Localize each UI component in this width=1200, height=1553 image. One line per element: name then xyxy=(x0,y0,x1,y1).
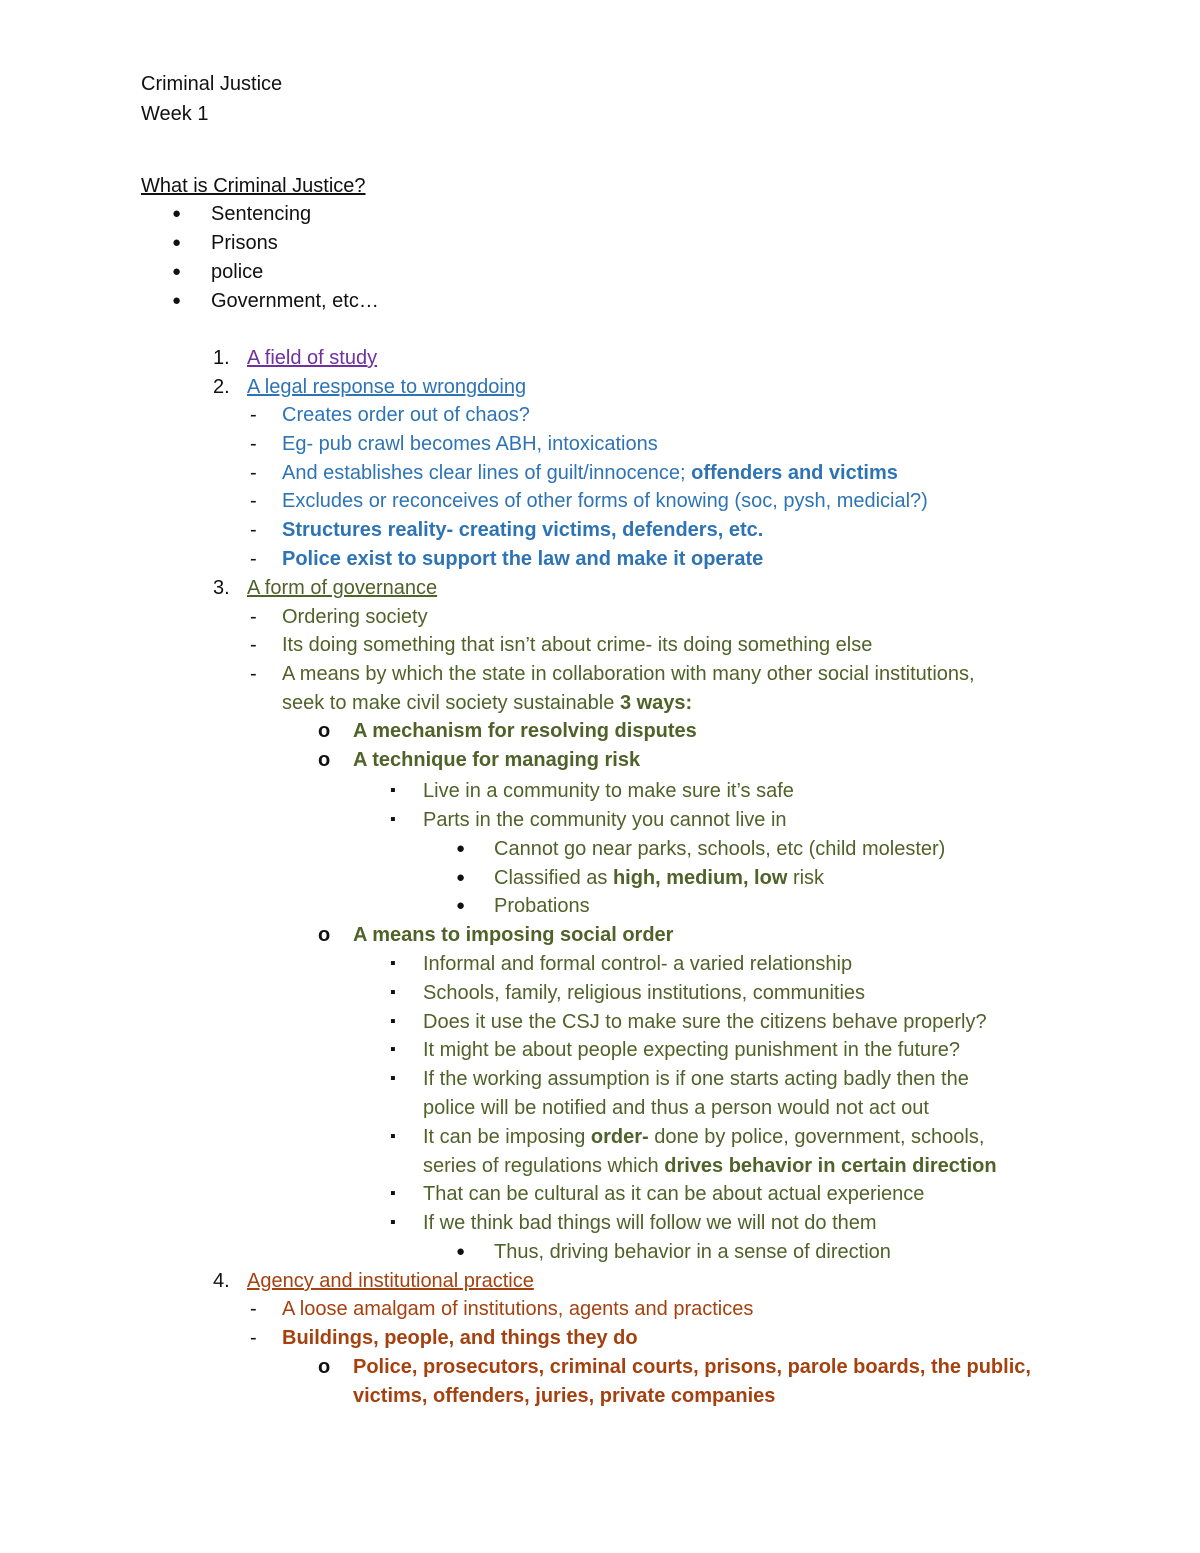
square-marker: ▪ xyxy=(390,1214,396,1231)
square-marker: ▪ xyxy=(390,1128,396,1145)
order-item-emphasis: order- xyxy=(590,1126,649,1148)
risk-sub-item: Probations xyxy=(494,895,590,917)
way-item: A means to imposing social order xyxy=(353,924,674,946)
order-item: Does it use the CSJ to make sure the citizens behave properly? xyxy=(423,1011,987,1033)
circle-marker: o xyxy=(318,749,331,771)
dash-marker: - xyxy=(250,404,257,426)
intro-bullet: Sentencing xyxy=(211,203,312,225)
risk-sub-text: Classified as xyxy=(494,867,613,889)
risk-sub-text: risk xyxy=(787,867,825,889)
dash-marker: - xyxy=(250,490,257,512)
section-2-title: A legal response to wrongdoing xyxy=(247,376,527,398)
dash-marker: - xyxy=(250,433,257,455)
order-item-emphasis: drives behavior in certain direction xyxy=(664,1155,997,1177)
risk-item: Parts in the community you cannot live in xyxy=(423,809,787,831)
order-item xyxy=(423,1125,984,1149)
circle-marker: o xyxy=(318,720,331,742)
risk-item: Live in a community to make sure it’s safe xyxy=(423,780,794,802)
circle-marker: o xyxy=(318,1356,331,1378)
order-item: Schools, family, religious institutions, communities xyxy=(423,982,866,1004)
way-item: A mechanism for resolving disputes xyxy=(353,720,697,742)
risk-sub-emphasis: high, medium, low xyxy=(612,867,788,889)
order-item: If we think bad things will follow we will not do them xyxy=(423,1212,877,1234)
square-marker: ▪ xyxy=(390,984,396,1001)
number-marker: 4. xyxy=(213,1270,230,1292)
order-item-text: done by police, government, schools, xyxy=(648,1126,985,1148)
risk-sub-item xyxy=(494,866,824,890)
square-marker: ▪ xyxy=(390,1013,396,1030)
section-3-item: Its doing something that isn’t about crime- its doing something else xyxy=(282,634,873,656)
intro-bullet: police xyxy=(211,261,264,283)
order-item: That can be cultural as it can be about actual experience xyxy=(423,1183,925,1205)
document-title: Criminal Justice xyxy=(141,73,283,95)
number-marker: 1. xyxy=(213,347,230,369)
section-3-item-emphasis: 3 ways: xyxy=(619,692,693,714)
way-item: A technique for managing risk xyxy=(353,749,641,771)
bullet-marker: ● xyxy=(456,897,466,914)
square-marker: ▪ xyxy=(390,1185,396,1202)
bullet-marker: ● xyxy=(456,1243,466,1260)
number-marker: 2. xyxy=(213,376,230,398)
dash-marker: - xyxy=(250,606,257,628)
section-2-item: Structures reality- creating victims, defenders, etc. xyxy=(282,519,764,541)
bullet-marker: ● xyxy=(172,234,182,251)
section-2-item: Police exist to support the law and make it operate xyxy=(282,548,764,570)
section-4-item: A loose amalgam of institutions, agents and practices xyxy=(282,1298,754,1320)
section-1-title: A field of study xyxy=(247,347,378,369)
section-4-sub-item-continuation: victims, offenders, juries, private companies xyxy=(353,1385,776,1407)
intro-bullet: Prisons xyxy=(211,232,278,254)
order-item-text: It can be imposing xyxy=(423,1126,591,1148)
order-item: Informal and formal control- a varied relationship xyxy=(423,953,853,975)
dash-marker: - xyxy=(250,1298,257,1320)
bullet-marker: ● xyxy=(172,205,182,222)
bullet-marker: ● xyxy=(172,292,182,309)
order-item: If the working assumption is if one starts acting badly then the xyxy=(423,1068,969,1090)
risk-sub-item: Cannot go near parks, schools, etc (child molester) xyxy=(494,838,946,860)
circle-marker: o xyxy=(318,924,331,946)
order-item-text: series of regulations which xyxy=(423,1155,665,1177)
section-2-item: Excludes or reconceives of other forms of knowing (soc, pysh, medicial?) xyxy=(282,490,928,512)
section-2-item-emphasis: offenders and victims xyxy=(691,462,898,484)
dash-marker: - xyxy=(250,462,257,484)
order-item: It might be about people expecting punishment in the future? xyxy=(423,1039,961,1061)
bullet-marker: ● xyxy=(456,840,466,857)
section-2-item xyxy=(282,461,898,485)
section-heading: What is Criminal Justice? xyxy=(141,175,366,197)
square-marker: ▪ xyxy=(390,811,396,828)
square-marker: ▪ xyxy=(390,955,396,972)
section-4-title: Agency and institutional practice xyxy=(247,1270,534,1292)
section-3-item: A means by which the state in collaboration with many other social institutions, xyxy=(282,663,975,685)
square-marker: ▪ xyxy=(390,1041,396,1058)
section-2-item-text: And establishes clear lines of guilt/innocence; xyxy=(282,462,692,484)
section-2-item: Creates order out of chaos? xyxy=(282,404,530,426)
dash-marker: - xyxy=(250,548,257,570)
order-item-continuation: police will be notified and thus a person would not act out xyxy=(423,1097,929,1119)
square-marker: ▪ xyxy=(390,782,396,799)
section-3-item-text: seek to make civil society sustainable xyxy=(282,692,620,714)
section-4-sub-item: Police, prosecutors, criminal courts, prisons, parole boards, the public, xyxy=(353,1356,1031,1378)
dash-marker: - xyxy=(250,1327,257,1349)
dash-marker: - xyxy=(250,634,257,656)
square-marker: ▪ xyxy=(390,1070,396,1087)
bullet-marker: ● xyxy=(456,869,466,886)
week-label: Week 1 xyxy=(141,103,209,125)
section-2-item: Eg- pub crawl becomes ABH, intoxications xyxy=(282,433,658,455)
dash-marker: - xyxy=(250,663,257,685)
section-3-title: A form of governance xyxy=(247,577,438,599)
order-item-continuation xyxy=(423,1154,997,1178)
number-marker: 3. xyxy=(213,577,230,599)
section-3-item-continuation xyxy=(282,691,692,715)
section-4-item: Buildings, people, and things they do xyxy=(282,1327,638,1349)
bullet-marker: ● xyxy=(172,263,182,280)
dash-marker: - xyxy=(250,519,257,541)
order-sub-item: Thus, driving behavior in a sense of direction xyxy=(494,1241,891,1263)
section-3-item: Ordering society xyxy=(282,606,428,628)
intro-bullet: Government, etc… xyxy=(211,290,379,312)
